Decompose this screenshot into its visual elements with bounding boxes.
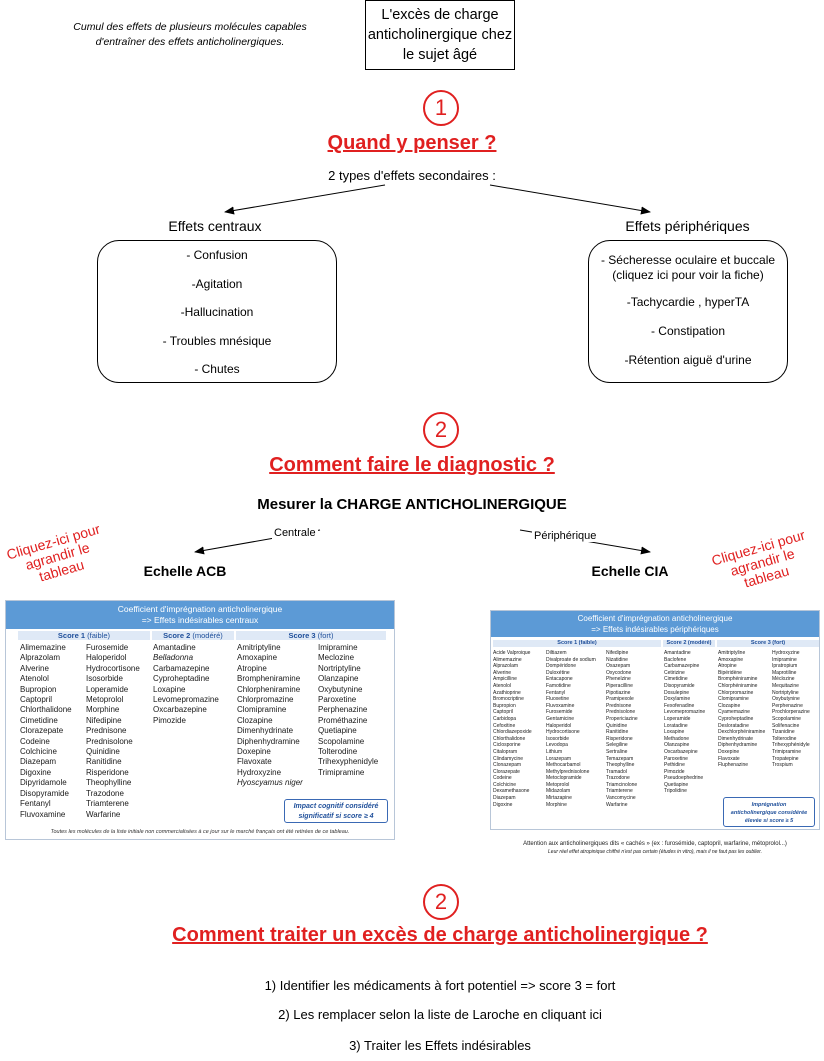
cia-impact-box <box>723 797 815 827</box>
drug-name: Mirtazapine <box>546 795 572 802</box>
drug-name: Flavoxate <box>237 757 272 767</box>
drug-name: Dexchlorphéniramine <box>718 729 766 736</box>
drug-name: Diazepam <box>493 795 516 802</box>
drug-name: Chlordiazepoxide <box>493 729 532 736</box>
drug-name: Amitriptyline <box>237 643 281 652</box>
treatment-step: 1) Identifier les médicaments à fort potentiel => score 3 = fort <box>264 978 616 993</box>
drug-name: Trihexyphénidyle <box>772 742 810 749</box>
drug-name: Nifedipine <box>86 715 122 725</box>
drug-name: Warfarine <box>86 809 121 819</box>
drug-name: Cetirizine <box>664 669 685 676</box>
drug-name: Méclozine <box>772 676 795 683</box>
drug-name: Fluvoxamine <box>20 809 66 819</box>
drug-name: Levodopa <box>546 742 568 749</box>
drug-name: Dompéridone <box>546 663 577 670</box>
drug-name: Digoxine <box>20 767 52 777</box>
drug-name: Fexofenadine <box>664 702 695 709</box>
drug-name: Amoxapine <box>237 653 278 663</box>
drug-name: Theophylline <box>606 762 635 769</box>
drug-name: Doxylamine <box>664 696 691 703</box>
drug-name: Scopolamine <box>318 736 365 746</box>
section-title-treatment: Comment traiter un excès de charge anticholinergique ? <box>172 924 708 946</box>
drug-name: Hydrocortisone <box>546 729 580 736</box>
drug-name: Desloratadine <box>718 722 749 729</box>
title-line: anticholinergique chez <box>367 27 513 43</box>
drug-name: Trazodone <box>86 788 124 798</box>
drug-name: Oxcarbazepine <box>664 748 698 755</box>
cia-col-score1-c <box>606 650 638 808</box>
drug-name: Selegiline <box>606 742 628 749</box>
drug-name: Nortriptyline <box>318 663 361 673</box>
drug-name: Gentamicine <box>546 715 575 722</box>
drug-name: Trimipramine <box>772 748 801 755</box>
drug-name: Levomepromazine <box>664 709 706 716</box>
effects-intro: 2 types d'effets secondaires : <box>328 168 496 183</box>
drug-name: Duloxétine <box>546 669 570 676</box>
drug-name: Dexamethasone <box>493 788 530 795</box>
drug-name: Pramipexole <box>606 696 634 703</box>
drug-name: Codeine <box>493 775 512 782</box>
drug-name: Oxybutynine <box>772 696 800 703</box>
central-effect-item: - Chutes <box>194 362 240 376</box>
drug-name: Hydrocortisone <box>86 663 140 673</box>
drug-name: Prednisolone <box>606 709 636 716</box>
drug-name: Imipramine <box>318 643 358 652</box>
drug-name: Tolterodine <box>318 747 358 757</box>
acb-scale-title: Echelle ACB <box>143 563 227 579</box>
drug-name: Dimenhydrinate <box>237 726 294 736</box>
acb-col-score2 <box>153 643 219 726</box>
drug-name: Warfarine <box>606 801 628 808</box>
drug-name: Lithium <box>546 748 563 755</box>
acb-col-score3-b <box>318 643 378 778</box>
drug-name: Baclofene <box>664 656 687 663</box>
drug-name: Clorazepate <box>493 768 520 775</box>
drug-name: Clozapine <box>237 715 273 725</box>
drug-name: Cimetidine <box>20 715 58 725</box>
cia-col-score3-a <box>718 650 765 769</box>
drug-name: Loperamide <box>664 715 691 722</box>
enlarge-acb-link[interactable]: Cliquez-ici pour agrandir le tableau <box>4 520 102 585</box>
cia-scale-title: Echelle CIA <box>591 563 669 579</box>
drug-name: Ampicilline <box>493 676 517 683</box>
drug-name: Furosemide <box>546 709 573 716</box>
arrow-label-central: Centrale <box>274 527 316 539</box>
drug-name: Phenelzine <box>606 676 631 683</box>
acb-score1-header <box>18 631 150 640</box>
drug-name: Loxapine <box>153 684 186 694</box>
drug-name: Paroxetine <box>664 755 688 762</box>
drug-name: Amantadine <box>153 643 196 652</box>
drug-name: Cimetidine <box>664 676 688 683</box>
acb-footnote: Toutes les molécules de la liste initiale non commercialisées à ce jour sur le marché français ont été retirées de ce tableau. <box>50 829 350 835</box>
drug-name: Digoxine <box>493 801 513 808</box>
drug-name: Trazodone <box>606 775 630 782</box>
acb-table-header <box>6 601 394 629</box>
measure-heading: Mesurer la CHARGE ANTICHOLINERGIQUE <box>257 496 567 513</box>
cia-score3-header: Score 3 (fort) <box>717 640 819 647</box>
acb-score3-sub: (fort) <box>317 631 334 640</box>
drug-name: Ranitidine <box>606 729 629 736</box>
drug-name: Alverine <box>493 669 512 676</box>
central-effect-item: - Confusion <box>186 248 248 262</box>
acb-score3-label: Score 3 <box>288 631 316 640</box>
drug-name: Nifedipine <box>606 650 629 656</box>
central-effect-item: - Troubles mnésique <box>162 333 272 348</box>
drug-name: Pimozide <box>664 768 685 775</box>
section-number-1: 1 <box>423 90 459 126</box>
peripheral-effect-item: -Rétention aiguë d'urine <box>624 353 752 367</box>
drug-name: Tripolidine <box>664 788 687 795</box>
drug-name: Nortriptyline <box>772 689 799 696</box>
cia-impact-line: élevée si score ≥ 5 <box>744 818 794 824</box>
acb-impact-box <box>284 799 388 823</box>
drug-name: Chlorthalidone <box>20 705 72 715</box>
drug-name: Maprotiline <box>772 669 797 676</box>
drug-name: Atropine <box>237 663 267 673</box>
drug-name: Sertraline <box>606 748 628 755</box>
acb-score1-sub: (faible) <box>87 631 111 640</box>
section-number-2: 2 <box>423 412 459 448</box>
drug-name: Morphine <box>86 705 120 715</box>
section-title-when: Quand y penser ? <box>327 132 497 154</box>
central-effects-label: Effets centraux <box>168 218 262 234</box>
drug-name: Dipyridamole <box>20 778 67 788</box>
drug-name: Diazepam <box>20 757 57 767</box>
drug-name: Cyamemazine <box>718 709 750 716</box>
central-effect-item: -Agitation <box>191 276 243 291</box>
drug-name: Alprazolam <box>20 653 61 663</box>
drug-name: Bromocriptine <box>493 696 524 703</box>
cia-col-score1-a <box>493 650 532 808</box>
acb-impact-line: significatif si score ≥ 4 <box>298 813 374 820</box>
drug-name: Oxycodone <box>606 669 632 676</box>
drug-name: Alverine <box>20 663 49 673</box>
drug-name: Trimipramine <box>318 767 365 777</box>
drug-name: Amoxapine <box>718 656 744 663</box>
drug-name: Vancomycine <box>606 795 636 802</box>
drug-name: Pseudoephedrine <box>664 775 704 782</box>
drug-name: Triamcinolone <box>606 781 638 788</box>
drug-name: Azathioprine <box>493 689 521 696</box>
drug-name: Fentanyl <box>546 689 566 696</box>
drug-name: Pimozide <box>153 715 186 725</box>
drug-name: Chlorpheniramine <box>237 684 301 694</box>
drug-name: Captopril <box>493 709 514 716</box>
drug-name: Carbamazepine <box>153 663 210 673</box>
cia-foot-line: Attention aux anticholinergiques dits « cachés » (ex : furosémide, captopril, warfarine, métoprolol...) <box>523 841 787 847</box>
drug-name: Brompheniramine <box>237 674 301 684</box>
drug-name: Prednisone <box>606 702 632 709</box>
drug-name: Perphenazine <box>772 702 803 709</box>
drug-name: Fluvoxamine <box>546 702 575 709</box>
drug-name: Belladonna <box>153 653 194 663</box>
drug-name: Oxazepam <box>606 663 631 670</box>
drug-name: Theophylline <box>86 778 132 788</box>
title-line: L'excès de charge <box>381 7 499 23</box>
drug-name: Alprazolam <box>493 663 519 670</box>
drug-name: Oxcarbazepine <box>153 705 207 715</box>
drug-name: Prochlorperazine <box>772 709 810 716</box>
drug-name: Alimemazine <box>493 656 522 663</box>
arrow-central <box>225 185 385 212</box>
drug-name: Chlorphéniramine <box>718 682 758 689</box>
drug-name: Loperamide <box>86 684 129 694</box>
cia-header-line: => Effets indésirables périphériques <box>591 625 719 634</box>
drug-name: Divalproate de sodium <box>546 656 596 663</box>
drug-name: Scopolamine <box>772 715 801 722</box>
drug-name: Olanzapine <box>664 742 690 749</box>
drug-name: Metoprolol <box>86 695 124 705</box>
drug-name: Imipramine <box>772 656 797 663</box>
drug-name: Clomipramine <box>718 696 749 703</box>
title-line: le sujet âgé <box>402 47 478 63</box>
drug-name: Metoprolol <box>546 781 570 788</box>
drug-name: Levomepromazine <box>153 695 219 705</box>
drug-name: Colchicine <box>493 781 517 788</box>
drug-name: Ciclosporine <box>493 742 521 749</box>
cia-score2-header: Score 2 (modéré) <box>663 640 715 647</box>
drug-name: Bipéridène <box>718 669 742 676</box>
acb-impact-line: Impact cognitif considéré <box>293 803 379 810</box>
treatment-step: 3) Traiter les Effets indésirables <box>349 1038 531 1053</box>
acb-score2-sub: (modéré) <box>192 631 223 640</box>
drug-name: Risperidone <box>606 735 633 742</box>
drug-name: Olanzapine <box>318 674 359 684</box>
drug-name: Haloperidol <box>86 653 127 663</box>
central-effect-item: -Hallucination <box>180 305 254 319</box>
acb-table[interactable] <box>5 600 395 840</box>
drug-name: Disopyramide <box>20 788 69 798</box>
section-title-diagnosis: Comment faire le diagnostic ? <box>269 454 555 476</box>
drug-name: Diphenhydramine <box>718 742 758 749</box>
peripheral-effects-label: Effets périphériques <box>625 218 750 234</box>
peripheral-effect-item: -Tachycardie , hyperTA <box>626 295 750 309</box>
drug-name: Quetiapine <box>664 781 689 788</box>
section-number-3: 2 <box>423 884 459 920</box>
cia-impact-line: Imprégnation <box>751 802 787 808</box>
drug-name: Methylprednisolone <box>546 768 590 775</box>
drug-name: Diltiazem <box>546 650 567 656</box>
drug-name: Fluphenazine <box>718 762 749 769</box>
drug-name: Chlorpromazine <box>237 695 294 705</box>
drug-name: Chlorpromazine <box>718 689 754 696</box>
drug-name: Tramadol <box>606 768 627 775</box>
drug-name: Citalopram <box>493 748 518 755</box>
acb-header-line: Coefficient d'imprégnation anticholinergique <box>117 604 283 614</box>
cia-col-score1-b <box>546 650 596 808</box>
drug-name: Hyoscyamus niger <box>237 778 303 788</box>
drug-name: Trihexyphenidyle <box>318 757 379 767</box>
drug-name: Flavoxate <box>718 755 740 762</box>
drug-name: Atenolol <box>20 674 49 684</box>
drug-name: Bromphéniramine <box>718 676 758 683</box>
drug-name: Prednisolone <box>86 736 133 746</box>
drug-name: Prométhazine <box>318 715 368 725</box>
drug-name: Atropine <box>718 663 737 670</box>
drug-name: Doxepine <box>237 747 271 757</box>
acb-col-score1-b <box>86 643 140 820</box>
drug-name: Cyproheptadine <box>718 715 754 722</box>
drug-name: Tropatepine <box>772 755 799 762</box>
drug-name: Quinidine <box>86 747 120 757</box>
drug-name: Tolterodine <box>772 735 797 742</box>
drug-name: Chlorthalidone <box>493 735 526 742</box>
cia-impact-line: anticholinergique considérée <box>730 810 808 816</box>
drug-name: Isosorbide <box>546 735 570 742</box>
drug-name: Haloperidol <box>546 722 572 729</box>
drug-name: Hydroxyzine <box>237 767 282 777</box>
drug-name: Carbidopa <box>493 715 517 722</box>
cia-table-header <box>491 611 819 637</box>
drug-name: Dosulepine <box>664 689 690 696</box>
drug-name: Clindamycine <box>493 755 524 762</box>
drug-name: Loratadine <box>664 722 688 729</box>
drug-name: Cyproheptadine <box>153 674 210 684</box>
drug-name: Bupropion <box>493 702 516 709</box>
drug-name: Clorazepate <box>20 726 64 736</box>
arrow-peripheral <box>490 185 650 212</box>
drug-name: Dimenhydrinate <box>718 735 754 742</box>
central-effects-box <box>97 240 337 383</box>
cia-header-line: Coefficient d'imprégnation anticholinergique <box>577 614 733 623</box>
cia-table[interactable] <box>490 610 820 830</box>
drug-name: Captopril <box>20 695 53 705</box>
drug-name: Furosemide <box>86 643 129 652</box>
drug-name: Disopyramide <box>664 682 695 689</box>
drug-name: Clomipramine <box>237 705 287 715</box>
drug-name: Alimemazine <box>20 643 66 652</box>
drug-name: Colchicine <box>20 747 57 757</box>
acb-score1-label: Score 1 <box>57 631 86 640</box>
drug-name: Quinidine <box>606 722 628 729</box>
cia-col-score2 <box>664 650 705 795</box>
drug-name: Cefoxitine <box>493 722 516 729</box>
drug-name: Ranitidine <box>86 757 122 767</box>
drug-name: Perphenazine <box>318 705 368 715</box>
drug-name: Bupropion <box>20 684 57 694</box>
drug-name: Piperacilline <box>606 682 633 689</box>
drug-name: Solifenacine <box>772 722 800 729</box>
drug-name: Tizanidine <box>772 729 795 736</box>
drug-name: Mequitazine <box>772 682 799 689</box>
drug-name: Doxepine <box>718 748 740 755</box>
peripheral-effects-box[interactable] <box>588 240 788 383</box>
drug-name: Triamterene <box>86 799 129 809</box>
acb-header-line: => Effets indésirables centraux <box>141 615 259 625</box>
drug-name: Pipotiazine <box>606 689 631 696</box>
acb-col-score3-a <box>237 643 303 789</box>
cia-foot-line: Leur réel effet atropinique chiffré n'est pas certain (études in vitro), mais il ne faut pas les oublier. <box>548 849 762 855</box>
drug-name: Methocarbamol <box>546 762 581 769</box>
drug-name: Methadone <box>664 735 690 742</box>
drug-name: Nizatidine <box>606 656 628 663</box>
drug-name: Diphenhydramine <box>237 736 300 746</box>
peripheral-effect-item: - Constipation <box>650 324 726 338</box>
acb-score3-header <box>236 631 386 640</box>
drug-name: Clonazepam <box>493 762 522 769</box>
drug-name: Propericiazine <box>606 715 638 722</box>
laroche-list-link[interactable]: 2) Les remplacer selon la liste de Laroche en cliquant ici <box>278 1007 602 1022</box>
drug-name: Midazolam <box>546 788 571 795</box>
drug-name: Fentanyl <box>20 799 51 809</box>
peripheral-effect-dry-eyes-link[interactable]: - Sécheresse oculaire et buccale (cliquez ici pour voir la fiche) <box>600 253 776 282</box>
arrow-label-peripheral: Périphérique <box>534 530 597 542</box>
drug-name: Temazepam <box>606 755 634 762</box>
drug-name: Lorazepam <box>546 755 572 762</box>
drug-name: Triamterene <box>606 788 633 795</box>
drug-name: Metoclopramide <box>546 775 582 782</box>
cia-footnote <box>490 840 820 856</box>
drug-name: Acide Valproique <box>493 650 531 656</box>
drug-name: Paroxetine <box>318 695 357 705</box>
drug-name: Morphine <box>546 801 567 808</box>
drug-name: Oxybutynine <box>318 684 363 694</box>
acb-score2-header <box>152 631 234 640</box>
drug-name: Clozapine <box>718 702 741 709</box>
drug-name: Meclozine <box>318 653 355 663</box>
intro-note: Cumul des effets de plusieurs molécules capables d'entraîner des effets anticholinergiques. <box>73 21 307 48</box>
drug-name: Loxapine <box>664 729 685 736</box>
drug-name: Isosorbide <box>86 674 123 684</box>
drug-name: Fluoxetine <box>546 696 570 703</box>
drug-name: Atenolol <box>493 682 512 689</box>
drug-name: Hydroxyzine <box>772 650 800 656</box>
acb-score2-label: Score 2 <box>163 631 191 640</box>
drug-name: Ipratropium <box>772 663 798 670</box>
drug-name: Quetiapine <box>318 726 357 736</box>
drug-name: Amitriptyline <box>718 650 746 656</box>
acb-col-score1-a <box>20 643 72 820</box>
drug-name: Prednisone <box>86 726 127 736</box>
enlarge-cia-link[interactable]: Cliquez-ici pour agrandir le tableau <box>709 526 807 591</box>
cia-col-score3-b <box>772 650 810 769</box>
drug-name: Risperidone <box>86 767 129 777</box>
drug-name: Carbamazepine <box>664 663 700 670</box>
drug-name: Pethidine <box>664 762 685 769</box>
drug-name: Amantadine <box>664 650 691 656</box>
cia-score1-header: Score 1 (faible) <box>493 640 661 647</box>
drug-name: Entacapone <box>546 676 573 683</box>
drug-name: Trospium <box>772 762 793 769</box>
drug-name: Famotidine <box>546 682 571 689</box>
drug-name: Codeine <box>20 736 50 746</box>
